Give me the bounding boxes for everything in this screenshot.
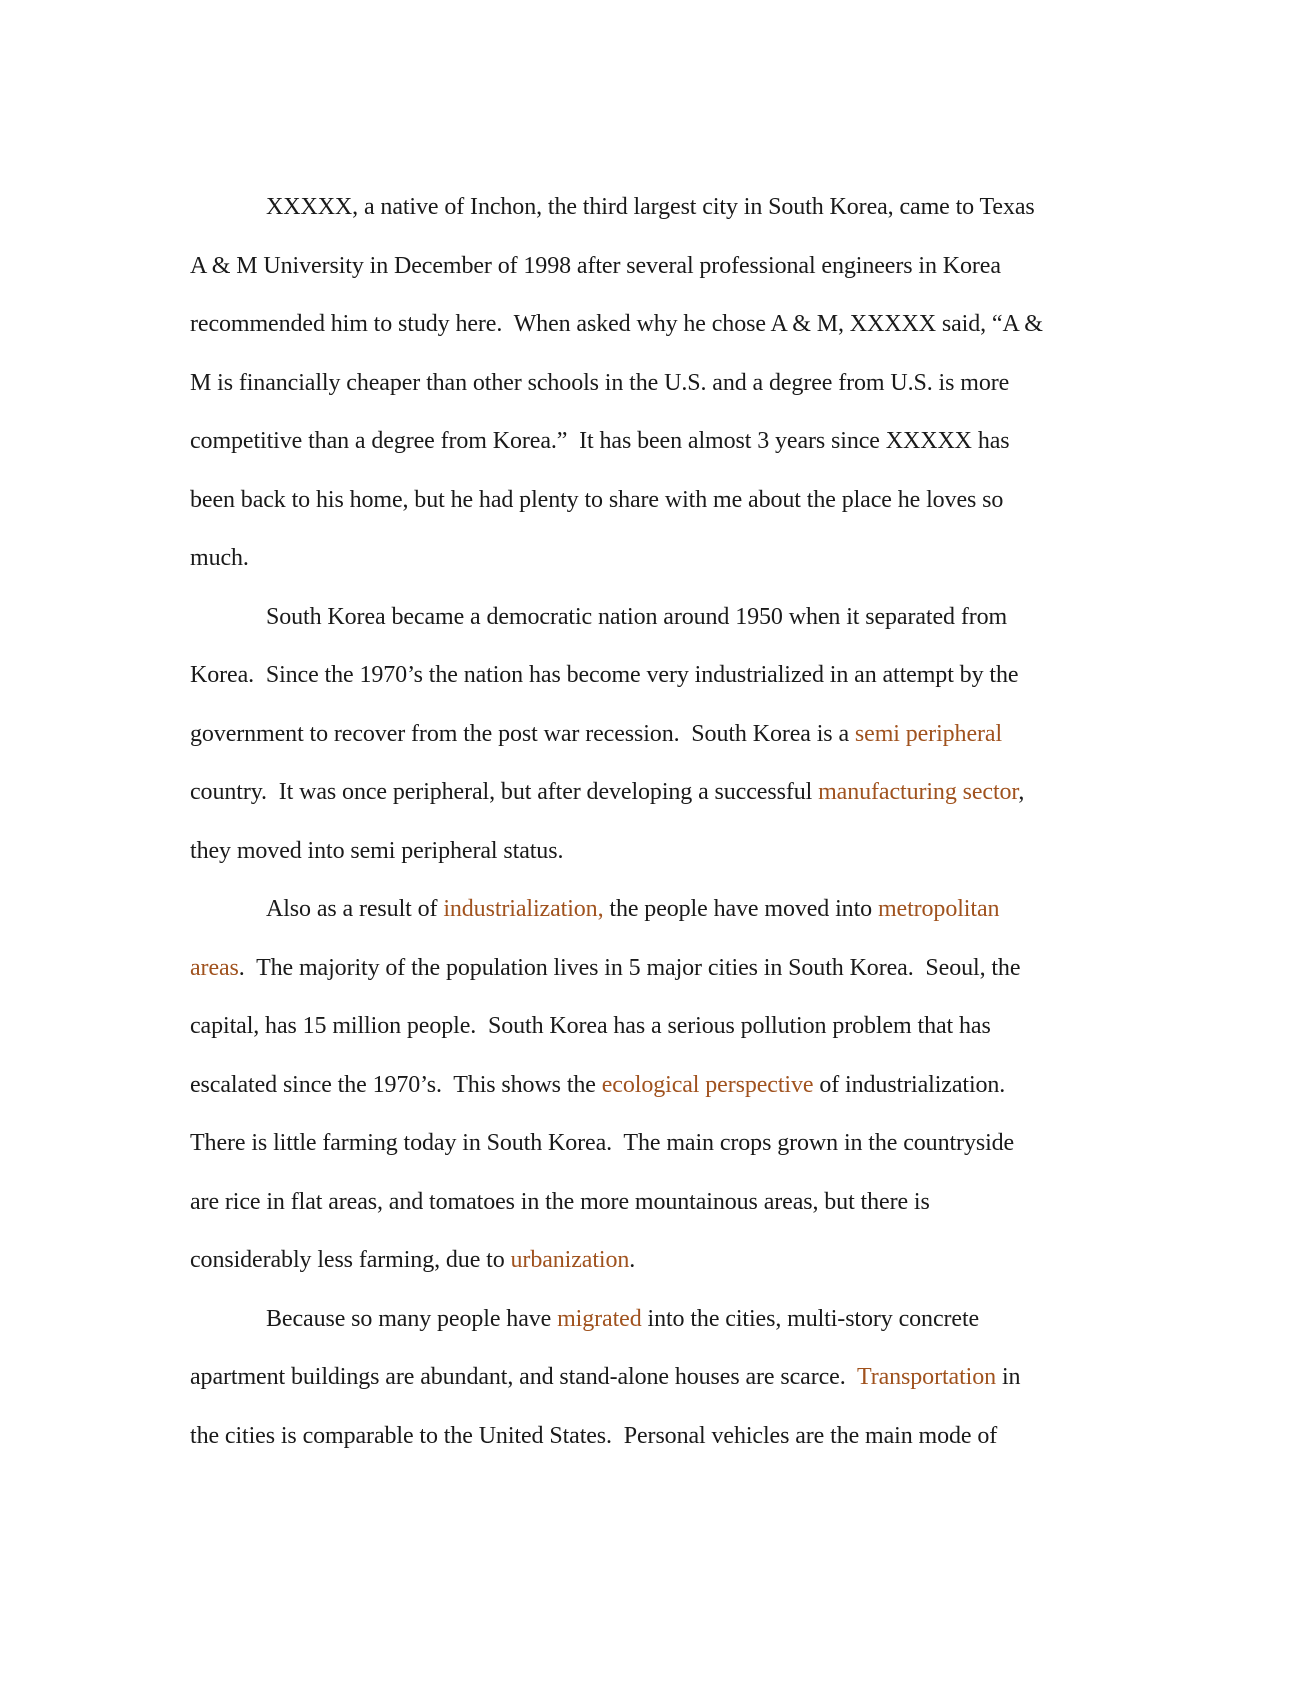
text-line xyxy=(190,646,1110,705)
glossary-term-link[interactable]: metropolitan xyxy=(877,896,1000,922)
body-text: the people have moved into xyxy=(603,896,878,922)
body-text: the cities is comparable to the United States. Personal vehicles are the main mode of xyxy=(190,1422,998,1449)
paragraph xyxy=(190,1290,1110,1466)
text-line xyxy=(190,237,1110,296)
text-line xyxy=(190,1407,1110,1466)
paragraph xyxy=(190,880,1110,1290)
body-text: XXXXX, a native of Inchon, the third largest city in South Korea, came to Texas xyxy=(266,194,1035,220)
glossary-term-link[interactable]: semi peripheral xyxy=(854,720,1003,747)
paragraph xyxy=(190,588,1110,881)
text-line xyxy=(190,471,1110,530)
text-line xyxy=(190,178,1110,237)
body-text: apartment buildings are abundant, and stand-alone houses are scarce. xyxy=(190,1364,857,1390)
text-line xyxy=(190,1114,1110,1173)
text-line xyxy=(190,588,1110,647)
body-text: . The majority of the population lives in 5 major cities in South Korea. Seoul, the xyxy=(238,954,1021,981)
text-line xyxy=(190,880,1110,939)
text-line xyxy=(190,1173,1110,1232)
text-line xyxy=(190,1231,1110,1290)
text-line xyxy=(190,412,1110,471)
text-line xyxy=(190,997,1110,1056)
body-text: Also as a result of xyxy=(266,896,444,922)
text-line xyxy=(190,1056,1110,1115)
body-text: Korea. Since the 1970’s the nation has become very industrialized in an attempt by the xyxy=(190,662,1019,688)
text-line xyxy=(190,1290,1110,1349)
glossary-term-link[interactable]: manufacturing sector xyxy=(818,779,1019,805)
glossary-term-link[interactable]: areas xyxy=(190,954,239,981)
text-line xyxy=(190,939,1110,998)
text-line xyxy=(190,354,1110,413)
body-text: considerably less farming, due to xyxy=(190,1247,511,1273)
body-text: they moved into semi peripheral status. xyxy=(190,837,564,864)
glossary-term-link[interactable]: ecological perspective xyxy=(601,1071,814,1098)
body-text: country. It was once peripheral, but after developing a successful xyxy=(190,779,819,805)
body-text: A & M University in December of 1998 after several professional engineers in Korea xyxy=(190,252,1001,279)
body-text: into the cities, multi-story concrete xyxy=(641,1305,980,1332)
body-text: Because so many people have xyxy=(266,1305,558,1332)
body-text: much. xyxy=(190,545,249,571)
body-text: There is little farming today in South Korea. The main crops grown in the countryside xyxy=(190,1130,1015,1156)
glossary-term-link[interactable]: urbanization xyxy=(510,1247,630,1273)
paragraph xyxy=(190,178,1110,588)
text-line xyxy=(190,822,1110,881)
body-text: are rice in flat areas, and tomatoes in the more mountainous areas, but there is xyxy=(190,1188,930,1215)
glossary-term-link[interactable]: Transportation xyxy=(856,1364,997,1390)
text-line xyxy=(190,705,1110,764)
body-text: escalated since the 1970’s. This shows the xyxy=(190,1071,602,1098)
body-text: South Korea became a democratic nation around 1950 when it separated from xyxy=(266,603,1008,630)
body-text: , xyxy=(1018,779,1025,805)
body-text: M is financially cheaper than other schools in the U.S. and a degree from U.S. is more xyxy=(190,369,1010,396)
text-line xyxy=(190,1348,1110,1407)
body-text: recommended him to study here. When asked why he chose A & M, XXXXX said, “A & xyxy=(190,311,1043,337)
body-text: government to recover from the post war recession. South Korea is a xyxy=(190,720,855,747)
body-text: of industrialization. xyxy=(813,1071,1006,1098)
text-line xyxy=(190,295,1110,354)
glossary-term-link[interactable]: migrated xyxy=(557,1305,642,1332)
body-text: in xyxy=(996,1364,1021,1390)
body-text: been back to his home, but he had plenty to share with me about the place he loves so xyxy=(190,486,1004,513)
body-text: . xyxy=(629,1247,636,1273)
document-body xyxy=(190,178,1110,1465)
body-text: capital, has 15 million people. South Korea has a serious pollution problem that has xyxy=(190,1013,991,1039)
text-line xyxy=(190,763,1110,822)
body-text: competitive than a degree from Korea.” It has been almost 3 years since XXXXX has xyxy=(190,428,1010,454)
text-line xyxy=(190,529,1110,588)
glossary-term-link[interactable]: industrialization, xyxy=(443,896,604,922)
